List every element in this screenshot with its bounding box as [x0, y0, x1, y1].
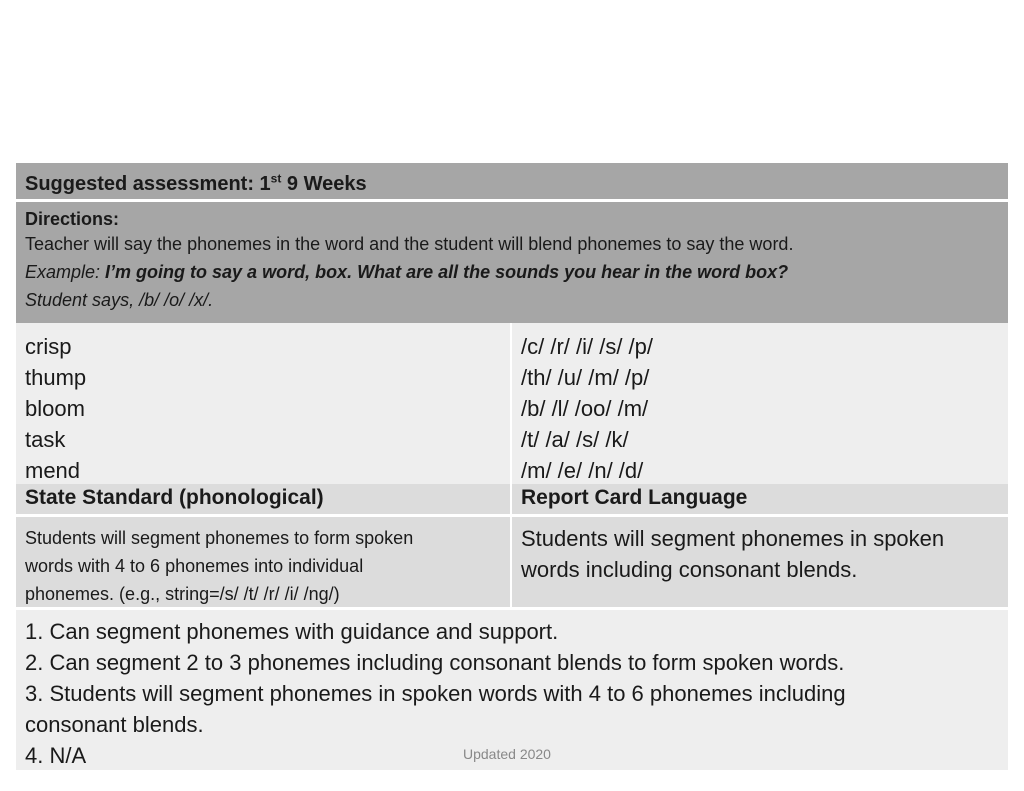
phoneme-list	[512, 323, 1008, 488]
words-row	[16, 323, 1008, 488]
phoneme-item: /m/ /e/ /n/ /d/	[521, 458, 644, 483]
phoneme-item: /b/ /l/ /oo/ /m/	[521, 396, 649, 421]
report-card-text: Students will segment phonemes in spoken words including consonant blends.	[521, 526, 945, 582]
level-item: 2. Can segment 2 to 3 phonemes including consonant blends to form spoken words.	[25, 650, 845, 675]
word-item: task	[25, 427, 66, 452]
assessment-title: Suggested assessment: 1st 9 Weeks	[25, 171, 367, 195]
standard-text-row	[16, 517, 1008, 610]
state-standard-header: State Standard (phonological)	[16, 484, 512, 514]
phoneme-item: /th/ /u/ /m/ /p/	[521, 365, 650, 390]
directions-row	[16, 202, 1008, 323]
word-item: mend	[25, 458, 81, 483]
assessment-title-row	[16, 163, 1008, 202]
levels-row	[16, 610, 1008, 770]
report-card-header: Report Card Language	[521, 486, 748, 509]
directions-student-says: Student says, /b/ /o/ /x/.	[25, 290, 214, 310]
directions-example: Example: I’m going to say a word, box. What are all the sounds you hear in the word box?	[25, 262, 789, 282]
directions-instruction: Teacher will say the phonemes in the word and the student will blend phonemes to say the word.	[25, 234, 794, 254]
directions-label: Directions:	[25, 209, 120, 229]
word-list	[16, 323, 512, 488]
level-item: 3. Students will segment phonemes in spoken words with 4 to 6 phonemes including	[25, 681, 846, 706]
level-item: consonant blends.	[25, 712, 204, 737]
updated-footer: Updated 2020	[463, 746, 551, 762]
assessment-table	[16, 163, 1008, 770]
word-item: thump	[25, 365, 87, 390]
standard-header-row	[16, 484, 1008, 517]
state-standard-text: Students will segment phonemes to form spoken words with 4 to 6 phonemes into individual phonemes. (e.g., string=/s/ /t/ /r/ /i/ /ng/)	[16, 517, 512, 607]
level-item: 4. N/A	[25, 743, 87, 768]
phoneme-item: /t/ /a/ /s/ /k/	[521, 427, 629, 452]
word-item: bloom	[25, 396, 85, 421]
level-item: 1. Can segment phonemes with guidance and support.	[25, 619, 559, 644]
word-item: crisp	[25, 334, 72, 359]
phoneme-item: /c/ /r/ /i/ /s/ /p/	[521, 334, 654, 359]
